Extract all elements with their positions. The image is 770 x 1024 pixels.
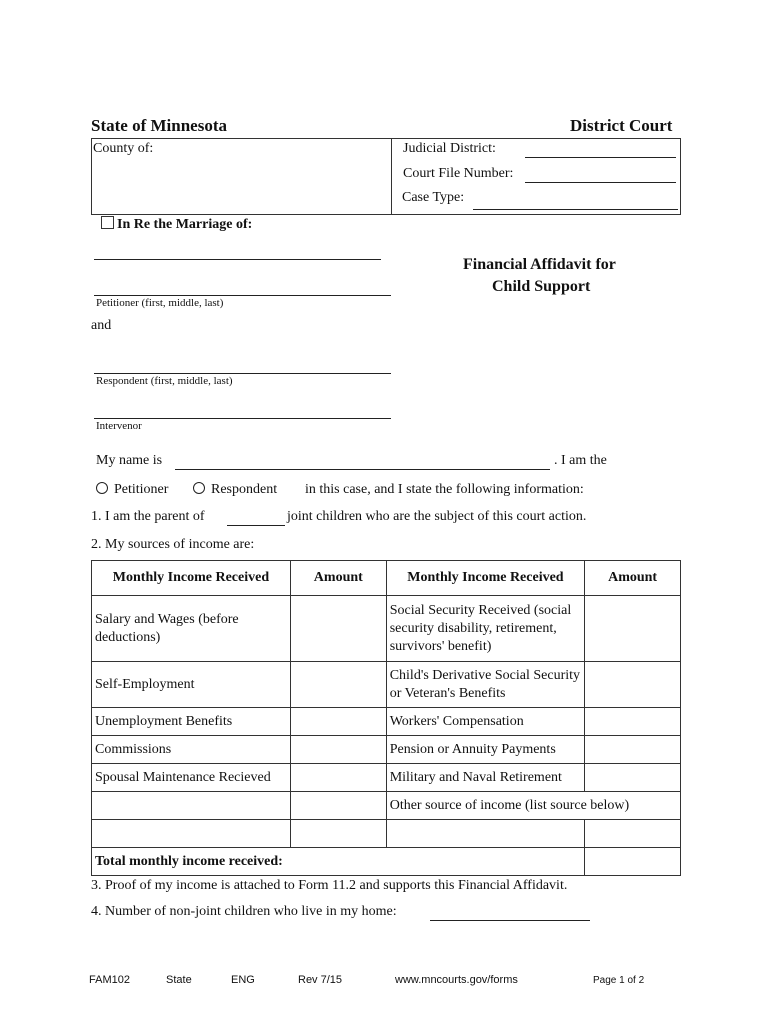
non-joint-children-field[interactable] xyxy=(430,920,590,921)
income-type: Child's Derivative Social Security or Veteran's Benefits xyxy=(386,662,584,708)
table-row xyxy=(92,820,681,848)
footer-state: State xyxy=(166,974,192,986)
form-title-1: Financial Affidavit for xyxy=(463,256,616,273)
table-row xyxy=(92,736,681,764)
income-type: Social Security Received (social security disability, retirement, survivors' benefit) xyxy=(386,596,584,662)
petitioner-radio-label: Petitioner xyxy=(114,482,169,497)
marriage-label: In Re the Marriage of: xyxy=(117,217,253,232)
amount-cell[interactable] xyxy=(290,820,386,848)
income-type: Commissions xyxy=(92,736,291,764)
footer-page: Page 1 of 2 xyxy=(593,975,645,986)
other-source-cell[interactable] xyxy=(386,820,584,848)
income-type: Workers' Compensation xyxy=(386,708,584,736)
county-label: County of: xyxy=(93,141,154,156)
respondent-field[interactable] xyxy=(94,373,391,374)
state-heading: State of Minnesota xyxy=(91,116,227,135)
amount-cell[interactable] xyxy=(290,662,386,708)
table-row xyxy=(92,764,681,792)
income-table xyxy=(91,560,681,876)
income-type: Salary and Wages (before deductions) xyxy=(92,596,291,662)
income-type: Military and Naval Retirement xyxy=(386,764,584,792)
and-text: and xyxy=(91,318,112,333)
amount-cell[interactable] xyxy=(585,820,681,848)
header-box xyxy=(91,138,681,215)
marriage-checkbox[interactable] xyxy=(101,216,114,229)
divider xyxy=(391,138,392,214)
respondent-radio[interactable] xyxy=(193,482,205,494)
case-type-field[interactable] xyxy=(473,209,678,210)
table-row xyxy=(92,792,681,820)
income-type-blank[interactable] xyxy=(92,792,291,820)
footer-language: ENG xyxy=(231,974,255,986)
income-type: Pension or Annuity Payments xyxy=(386,736,584,764)
amount-cell[interactable] xyxy=(585,764,681,792)
income-type-blank[interactable] xyxy=(92,820,291,848)
header-income-2: Monthly Income Received xyxy=(386,561,584,596)
item-4-text: 4. Number of non-joint children who live in my home: xyxy=(91,904,397,919)
header-income-1: Monthly Income Received xyxy=(92,561,291,596)
petitioner-label: Petitioner (first, middle, last) xyxy=(96,297,224,309)
table-row xyxy=(92,708,681,736)
court-file-field[interactable] xyxy=(525,182,676,183)
footer-url: www.mncourts.gov/forms xyxy=(395,974,518,986)
form-title-2: Child Support xyxy=(492,278,591,295)
income-type: Spousal Maintenance Recieved xyxy=(92,764,291,792)
i-am-the-text: . I am the xyxy=(554,453,607,468)
amount-cell[interactable] xyxy=(290,708,386,736)
table-row xyxy=(92,662,681,708)
item-2-text: 2. My sources of income are: xyxy=(91,537,255,552)
petitioner-radio[interactable] xyxy=(96,482,108,494)
total-label: Total monthly income received: xyxy=(92,848,585,876)
income-type: Other source of income (list source below) xyxy=(386,792,680,820)
item-3-text: 3. Proof of my income is attached to Form 11.2 and supports this Financial Affidavit. xyxy=(91,878,568,893)
total-amount-cell[interactable] xyxy=(585,848,681,876)
footer-revision: Rev 7/15 xyxy=(298,974,343,986)
respondent-label: Respondent (first, middle, last) xyxy=(96,375,233,387)
amount-cell[interactable] xyxy=(290,792,386,820)
in-this-case-text: in this case, and I state the following information: xyxy=(305,482,584,497)
petitioner-line-1[interactable] xyxy=(94,259,381,260)
my-name-label: My name is xyxy=(96,453,163,468)
joint-children-field[interactable] xyxy=(227,525,285,526)
amount-cell[interactable] xyxy=(290,764,386,792)
court-file-label: Court File Number: xyxy=(403,166,514,181)
header-amount-2: Amount xyxy=(585,561,681,596)
income-type: Self-Employment xyxy=(92,662,291,708)
amount-cell[interactable] xyxy=(290,596,386,662)
amount-cell[interactable] xyxy=(290,736,386,764)
respondent-radio-label: Respondent xyxy=(211,482,278,497)
total-row xyxy=(92,848,681,876)
judicial-district-label: Judicial District: xyxy=(403,141,496,156)
court-heading: District Court xyxy=(570,116,673,135)
item-1-text-end: joint children who are the subject of this court action. xyxy=(287,509,587,524)
case-type-label: Case Type: xyxy=(402,190,465,205)
name-field[interactable] xyxy=(175,469,550,470)
petitioner-field[interactable] xyxy=(94,295,391,296)
amount-cell[interactable] xyxy=(585,736,681,764)
item-1-text: 1. I am the parent of xyxy=(91,509,205,524)
judicial-district-field[interactable] xyxy=(525,157,676,158)
footer-form-number: FAM102 xyxy=(89,974,130,986)
amount-cell[interactable] xyxy=(585,662,681,708)
amount-cell[interactable] xyxy=(585,596,681,662)
amount-cell[interactable] xyxy=(585,708,681,736)
income-type: Unemployment Benefits xyxy=(92,708,291,736)
header-amount-1: Amount xyxy=(290,561,386,596)
intervenor-label: Intervenor xyxy=(96,420,142,432)
table-row xyxy=(92,596,681,662)
intervenor-field[interactable] xyxy=(94,418,391,419)
